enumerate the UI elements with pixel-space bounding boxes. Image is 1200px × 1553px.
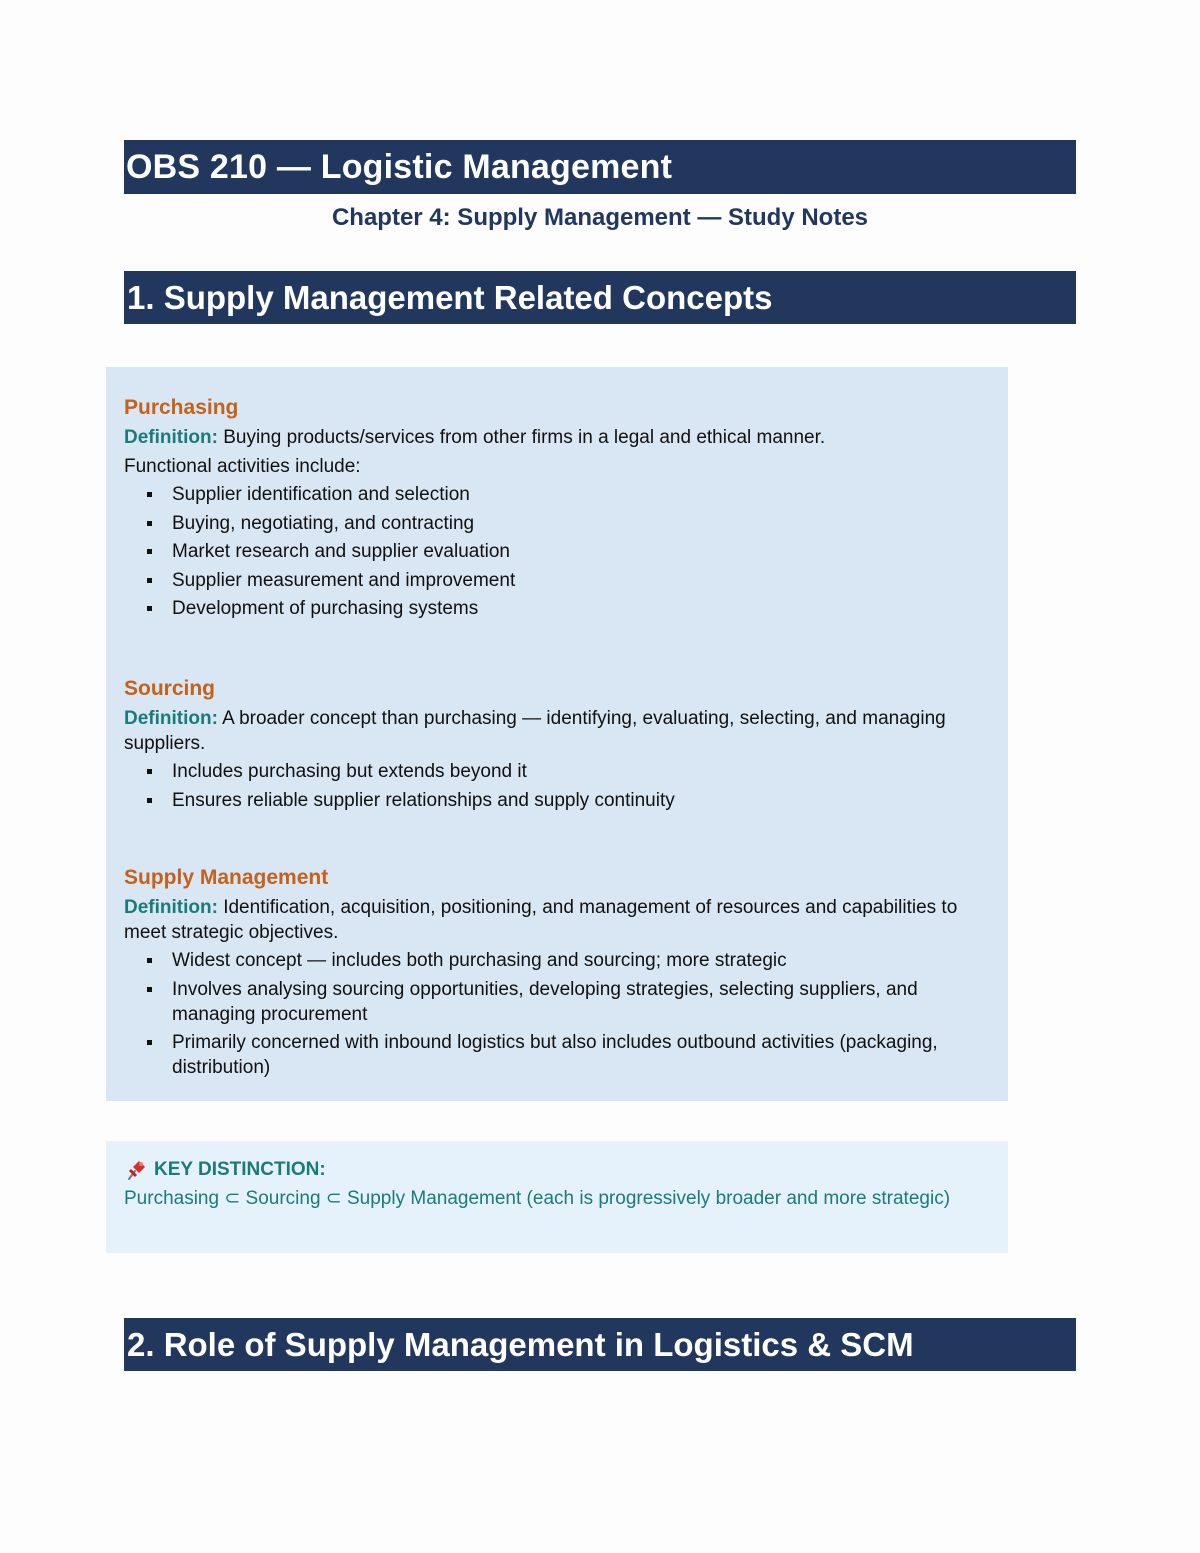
list-item-text: Primarily concerned with inbound logistics but also includes outbound activities (packaging, distribution): [172, 1032, 938, 1078]
bullet-icon: [147, 521, 152, 526]
definition-supply-management: [124, 895, 994, 945]
list-item: [124, 759, 994, 784]
concept-title-purchasing: Purchasing: [124, 396, 239, 419]
section-heading-bar-1: [124, 271, 1076, 324]
section-heading-2: 2. Role of Supply Management in Logistics & SCM: [127, 1325, 914, 1363]
bullet-icon: [147, 549, 152, 554]
list-item-text: Development of purchasing systems: [172, 598, 479, 619]
supply-management-bullet-list: [124, 948, 994, 1080]
key-distinction-content: [124, 1156, 984, 1211]
bullet-icon: [147, 492, 152, 497]
list-item: [124, 977, 994, 1027]
list-item: [124, 539, 994, 564]
functional-activities-intro: Functional activities include:: [124, 456, 361, 477]
definition-text: Identification, acquisition, positioning, and management of resources and capabilities to meet strategic objectives.: [124, 897, 958, 943]
bullet-icon: [147, 1040, 152, 1045]
list-item: [124, 482, 994, 507]
list-item: [124, 511, 994, 536]
bullet-icon: [147, 987, 152, 992]
concepts-box: [106, 367, 1008, 1101]
section-heading-bar-2: [124, 1318, 1076, 1371]
list-item-text: Buying, negotiating, and contracting: [172, 512, 475, 534]
concept-supply-management: [124, 864, 994, 1084]
concept-title-supply-management: Supply Management: [124, 866, 329, 889]
document-subtitle: Chapter 4: Supply Management — Study Notes: [331, 204, 869, 231]
section-heading-1: 1. Supply Management Related Concepts: [127, 278, 773, 316]
document-title: OBS 210 — Logistic Management: [126, 147, 673, 186]
list-item: [124, 788, 994, 813]
list-item-text: Supplier identification and selection: [172, 484, 470, 505]
definition-text: A broader concept than purchasing — identifying, evaluating, selecting, and managing suppliers.: [124, 708, 946, 754]
bullet-icon: [147, 798, 152, 803]
definition-label: Definition:: [124, 897, 218, 918]
list-item-text: Widest concept — includes both purchasing and sourcing; more strategic: [172, 950, 787, 971]
bullet-icon: [147, 578, 152, 583]
concept-title-sourcing: Sourcing: [124, 677, 216, 700]
purchasing-bullet-list: [124, 482, 994, 621]
definition-label: Definition:: [124, 427, 218, 448]
definition-purchasing: [124, 425, 994, 450]
definition-label: Definition:: [124, 708, 218, 729]
concept-purchasing: [124, 394, 994, 625]
list-item-text: Includes purchasing but extends beyond it: [172, 761, 527, 782]
bullet-icon: [147, 606, 152, 611]
list-item: [124, 596, 994, 621]
list-item-text: Ensures reliable supplier relationships and supply continuity: [172, 789, 675, 811]
sourcing-bullet-list: [124, 759, 994, 813]
definition-text: Buying products/services from other firms in a legal and ethical manner.: [217, 427, 826, 448]
document-title-bar: [124, 140, 1076, 194]
list-item-text: Market research and supplier evaluation: [172, 541, 510, 562]
definition-sourcing: [124, 706, 994, 756]
key-distinction-text: Purchasing ⊂ Sourcing ⊂ Supply Management (each is progressively broader and more strategic): [124, 1188, 951, 1209]
list-item: [124, 568, 994, 593]
bullet-icon: [147, 958, 152, 963]
list-item: [124, 1030, 994, 1080]
key-distinction-heading: KEY DISTINCTION:: [154, 1159, 326, 1180]
concept-sourcing: [124, 675, 994, 816]
bullet-icon: [147, 769, 152, 774]
key-distinction-heading-row: [124, 1156, 984, 1184]
list-item-text: Supplier measurement and improvement: [172, 569, 516, 591]
list-item: [124, 948, 994, 973]
pushpin-icon: [124, 1158, 148, 1182]
list-item-text: Involves analysing sourcing opportunities, developing strategies, selecting suppliers, and managing procurement: [172, 978, 918, 1025]
key-distinction-box: [106, 1141, 1008, 1253]
